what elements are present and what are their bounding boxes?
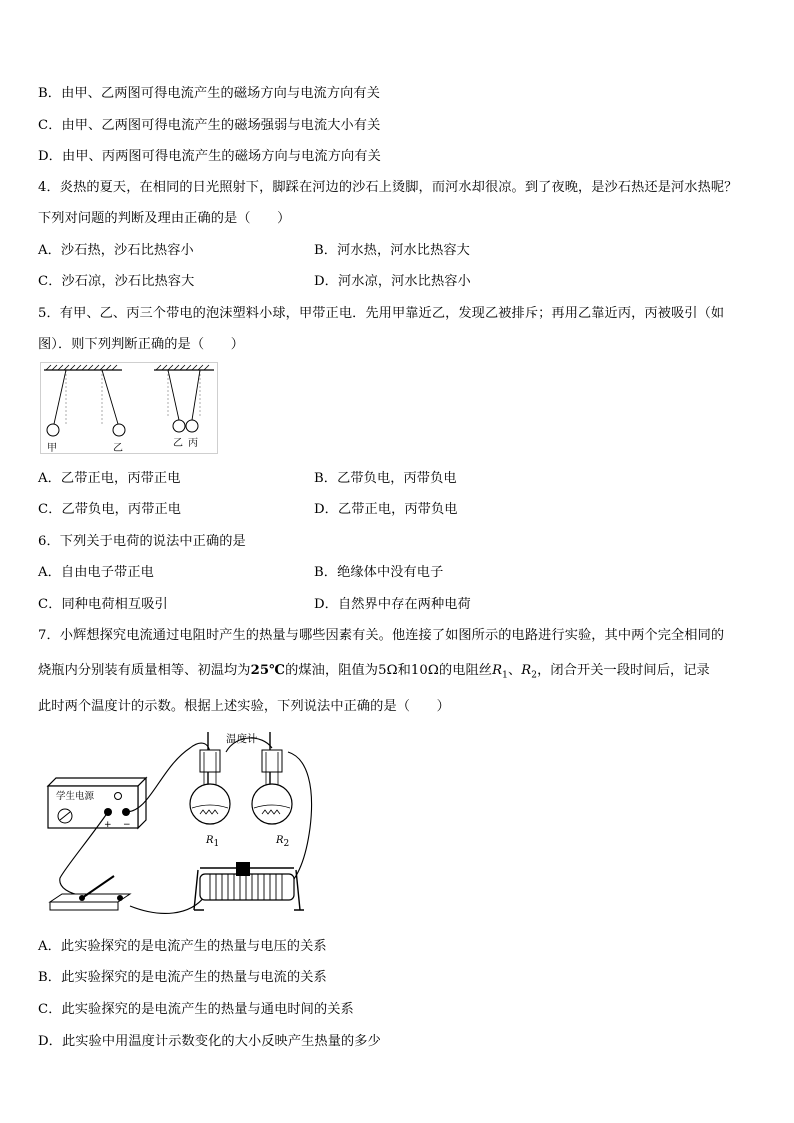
q7-sep: 、 [507, 663, 522, 678]
flask-2 [252, 732, 292, 824]
q7-stem-line3: 此时两个温度计的示数。根据上述实验，下列说法中正确的是（ ） [38, 699, 450, 714]
q7-stem-line1: 7．小辉想探究电流通过电阻时产生的热量与哪些因素有关。他连接了如图所示的电路进行实验，其中两个完全相同的 [38, 628, 725, 643]
q4-option-c: C．沙石凉，沙石比热容大 [38, 274, 195, 289]
q4-stem-line1: 4．炎热的夏天，在相同的日光照射下，脚踩在河边的沙石上烫脚，而河水却很凉。到了夜晚，是沙石热还是河水热呢？ [38, 180, 738, 195]
q7-and: 和 [397, 663, 411, 678]
q4-option-a: A．沙石热，沙石比热容小 [38, 243, 194, 258]
q5-option-b: B．乙带负电，丙带负电 [314, 471, 457, 486]
switch [50, 876, 130, 910]
q7-resistance-5: 5Ω [378, 663, 398, 678]
q3-option-b: B．由甲、乙两图可得电流产生的磁场方向与电流方向有关 [38, 86, 380, 101]
q6-option-a: A．自由电子带正电 [38, 565, 154, 580]
q7-r1-symbol: $R_1$ [492, 663, 508, 681]
minus-terminal-label: − [123, 820, 131, 830]
q5-stem-line2: 图）．则下列判断正确的是（ ） [38, 337, 244, 352]
q5-option-a: A．乙带正电，丙带正电 [38, 471, 181, 486]
q5-option-d: D．乙带正电，丙带负电 [314, 502, 458, 517]
q5-option-c: C．乙带负电，丙带正电 [38, 502, 182, 517]
flask-1 [190, 732, 230, 824]
q5-stem-line1: 5．有甲、乙、丙三个带电的泡沫塑料小球，甲带正电．先用甲靠近乙，发现乙被排斥；再用乙靠近丙，丙被吸引（如 [38, 306, 725, 321]
q5-pendulum-figure [40, 362, 218, 454]
q7-circuit-figure [40, 728, 330, 920]
q7-stem-part-d: ，闭合开关一段时间后，记录 [537, 663, 710, 678]
q4-stem-line2: 下列对问题的判断及理由正确的是（ ） [38, 211, 291, 226]
q7-stem-line2 [38, 659, 710, 681]
q7-option-b: B．此实验探究的是电流产生的热量与电流的关系 [38, 970, 327, 985]
rheostat [194, 862, 304, 910]
q4-option-b: B．河水热，河水比热容大 [314, 243, 470, 258]
q7-option-d: D．此实验中用温度计示数变化的大小反映产生热量的多少 [38, 1034, 381, 1049]
q3-option-d: D．由甲、丙两图可得电流产生的磁场方向与电流方向有关 [38, 149, 381, 164]
q7-r2-symbol: $R_2$ [521, 663, 538, 681]
q5-label-yi-2: 乙 [173, 438, 183, 449]
q4-option-d: D．河水凉，河水比热容小 [314, 274, 471, 289]
q6-option-d: D．自然界中存在两种电荷 [314, 597, 471, 612]
q5-label-bing: 丙 [188, 438, 198, 449]
q6-stem: 6．下列关于电荷的说法中正确的是 [38, 534, 246, 549]
q7-initial-temp: 25℃ [250, 663, 286, 678]
plus-terminal-label: + [104, 820, 112, 830]
q7-resistance-10: 10Ω [410, 663, 439, 678]
q7-stem-part-c: 的电阻丝 [438, 663, 493, 678]
q7-option-a: A．此实验探究的是电流产生的热量与电压的关系 [38, 939, 327, 954]
q7-stem-part-b: 的煤油，阻值为 [285, 663, 379, 678]
q6-option-c: C．同种电荷相互吸引 [38, 597, 168, 612]
q7-stem-part-a: 烧瓶内分别装有质量相等、初温均为 [38, 663, 251, 678]
q6-option-b: B．绝缘体中没有电子 [314, 565, 444, 580]
q7-option-c: C．此实验探究的是电流产生的热量与通电时间的关系 [38, 1002, 354, 1017]
r2-label: $R_2$ [276, 835, 290, 849]
q3-option-c: C．由甲、乙两图可得电流产生的磁场强弱与电流大小有关 [38, 118, 381, 133]
q5-label-jia: 甲 [47, 443, 57, 454]
thermometer-label: 温度计 [226, 733, 258, 745]
power-supply-label: 学生电源 [56, 791, 95, 802]
r1-label: $R_1$ [206, 835, 220, 849]
power-supply [48, 778, 146, 828]
q5-label-yi: 乙 [113, 443, 123, 454]
